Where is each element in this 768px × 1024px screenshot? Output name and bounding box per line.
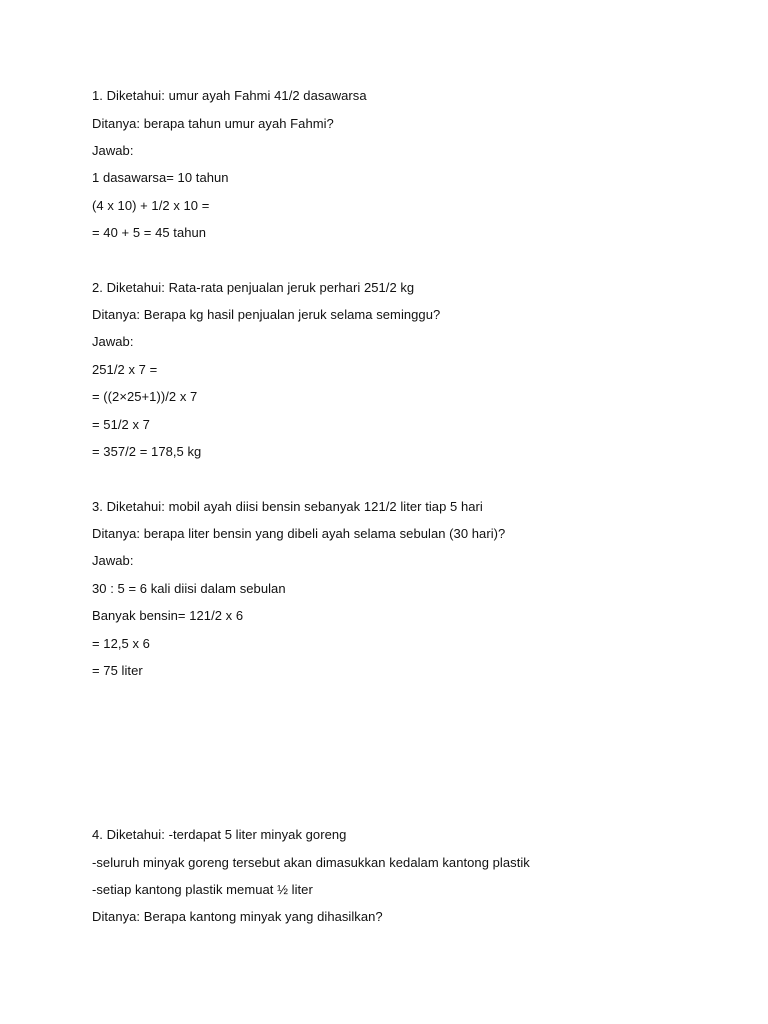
problem-3-step-2: Banyak bensin= 121/2 x 6: [92, 608, 244, 623]
problem-3-answer-label: Jawab:: [92, 553, 134, 568]
problem-2-step-3: = 51/2 x 7: [92, 417, 150, 432]
problem-4-given-3: -setiap kantong plastik memuat ½ liter: [92, 882, 313, 897]
problem-1-result: = 40 + 5 = 45 tahun: [92, 225, 207, 240]
problem-3-given: 3. Diketahui: mobil ayah diisi bensin sebanyak 121/2 liter tiap 5 hari: [92, 499, 483, 514]
problem-1-answer-label: Jawab:: [92, 143, 134, 158]
problem-2-step-1: 251/2 x 7 =: [92, 362, 158, 377]
problem-3-question: Ditanya: berapa liter bensin yang dibeli ayah selama sebulan (30 hari)?: [92, 526, 506, 541]
problem-4-question: Ditanya: Berapa kantong minyak yang dihasilkan?: [92, 909, 383, 924]
problem-1-step-2: (4 x 10) + 1/2 x 10 =: [92, 198, 210, 213]
problem-2-given: 2. Diketahui: Rata-rata penjualan jeruk perhari 251/2 kg: [92, 280, 415, 295]
problem-3-step-1: 30 : 5 = 6 kali diisi dalam sebulan: [92, 581, 286, 596]
problem-1-question: Ditanya: berapa tahun umur ayah Fahmi?: [92, 116, 334, 131]
problem-2-step-2: = ((2×25+1))/2 x 7: [92, 389, 198, 404]
problem-2-answer-label: Jawab:: [92, 334, 134, 349]
problem-1-given: 1. Diketahui: umur ayah Fahmi 41/2 dasawarsa: [92, 88, 367, 103]
problem-2-question: Ditanya: Berapa kg hasil penjualan jeruk selama seminggu?: [92, 307, 441, 322]
problem-4-given-2: -seluruh minyak goreng tersebut akan dimasukkan kedalam kantong plastik: [92, 855, 530, 870]
problem-3-result: = 75 liter: [92, 663, 143, 678]
problem-2-result: = 357/2 = 178,5 kg: [92, 444, 202, 459]
problem-4-given: 4. Diketahui: -terdapat 5 liter minyak goreng: [92, 827, 347, 842]
problem-1-step-1: 1 dasawarsa= 10 tahun: [92, 170, 229, 185]
problem-3-step-3: = 12,5 x 6: [92, 636, 150, 651]
